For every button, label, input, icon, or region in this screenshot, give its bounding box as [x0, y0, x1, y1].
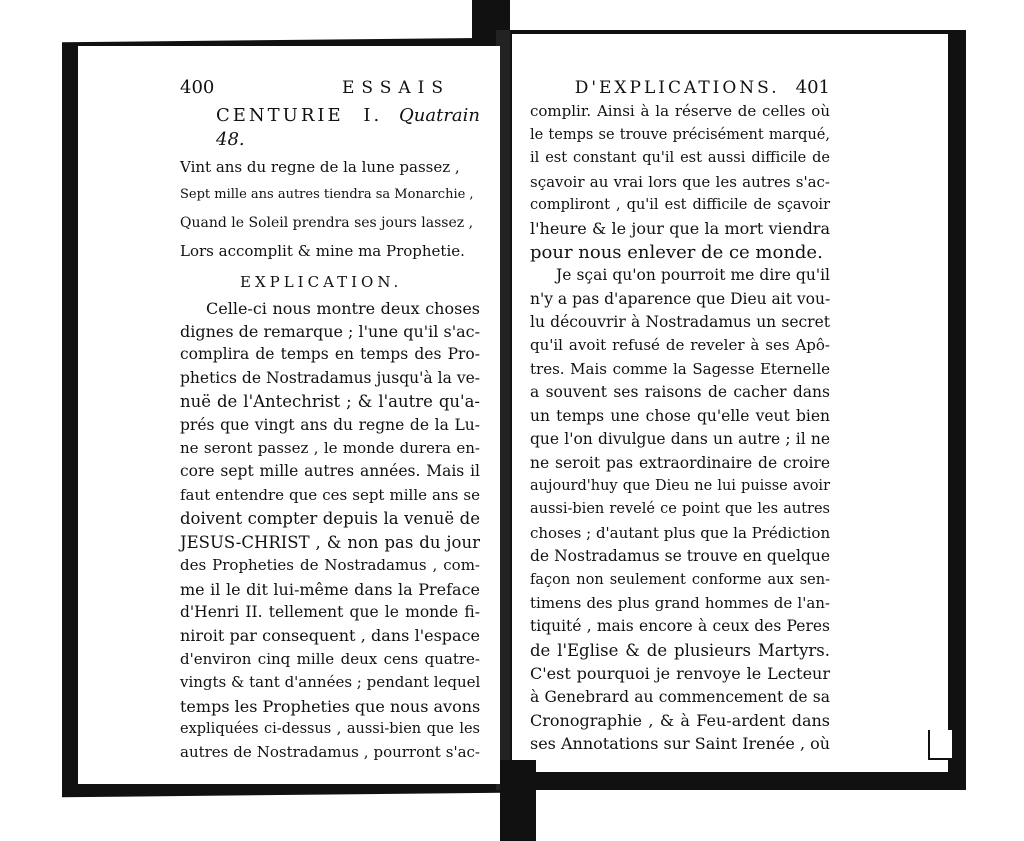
text-line: façon non seulement conforme aux sen- [530, 571, 830, 588]
centurie-label: CENTURIE I. [216, 105, 383, 127]
text-line: un temps une chose qu'elle veut bien [530, 406, 830, 425]
text-line: faut entendre que ces sept mille ans se [180, 485, 480, 504]
text-line: à Genebrard au commencement de sa [530, 687, 830, 706]
left-running-header [180, 76, 450, 100]
text-line: de l'Eglise & de plusieurs Martyrs. [530, 640, 830, 660]
text-line: ne seront passez , le monde durera en- [180, 439, 480, 458]
text-line: Celle-ci nous montre deux choses [206, 298, 480, 318]
text-line: tiquité , mais encore à ceux des Peres [530, 617, 830, 636]
text-line: ses Annotations sur Saint Irenée , où [530, 734, 831, 754]
text-line: lu découvrir à Nostradamus un secret [530, 313, 830, 332]
text-line: niroit par consequent , dans l'espace [180, 626, 480, 646]
text-line: prés que vingt ans du regne de la Lu- [180, 415, 480, 434]
centurie-title [216, 104, 480, 151]
text-line: JESUS-CHRIST , & non pas du jour [180, 532, 480, 552]
text-line: core sept mille autres années. Mais il [180, 462, 480, 481]
text-line: il est constant qu'il est aussi difficile de [530, 150, 830, 167]
page-corner-fold [928, 730, 952, 760]
text-line: l'heure & le jour que la mort viendra [530, 219, 830, 239]
text-line: vingts & tant d'années ; pendant lequel [180, 673, 481, 692]
right-page-number: 401 [795, 77, 830, 98]
text-line: pour nous enlever de ce monde. [530, 241, 823, 263]
verse-line: Vint ans du regne de la lune passez , [180, 158, 460, 177]
text-line: choses ; d'autant plus que la Prédiction [530, 523, 831, 542]
text-line: sçavoir au vrai lors que les autres s'ac- [530, 172, 830, 191]
text-line: compliront , qu'il est difficile de sçavoir [530, 197, 830, 214]
text-line: d'Henri II. tellement que le monde fi- [180, 602, 480, 621]
text-line: a souvent ses raisons de cacher dans [530, 383, 830, 402]
text-line: ne seroit pas extraordinaire de croire [530, 453, 830, 472]
text-line: complir. Ainsi à la réserve de celles où [530, 102, 830, 121]
verse-line: Sept mille ans autres tiendra sa Monarchie , [180, 187, 474, 203]
text-line: me il le dit lui-même dans la Preface [180, 579, 480, 599]
text-line: complira de temps en temps des Pro- [180, 345, 480, 364]
text-line: dignes de remarque ; l'une qu'il s'ac- [180, 322, 480, 342]
binding-bottom [500, 760, 536, 841]
text-line: temps les Propheties que nous avons [180, 696, 481, 716]
explication-heading: EXPLICATION. [240, 273, 403, 292]
text-line: expliquées ci-dessus , aussi-bien que les [180, 720, 480, 737]
text-line: d'environ cinq mille deux cens quatre- [180, 649, 480, 668]
quatrain-label: Quatrain 48. [216, 105, 480, 150]
text-line: des Propheties de Nostradamus , com- [180, 556, 480, 575]
text-line: de Nostradamus se trouve en quelque [530, 547, 830, 566]
verse-line: Lors accomplit & mine ma Prophetie. [180, 242, 465, 261]
left-page-number: 400 [180, 77, 215, 98]
verse-line: Quand le Soleil prendra ses jours lassez , [180, 215, 474, 232]
right-body-text [530, 100, 830, 755]
right-running-header [530, 76, 830, 100]
right-running-head: D'EXPLICATIONS. [574, 78, 780, 98]
text-line: le temps se trouve précisément marqué, [530, 126, 830, 143]
text-line: phetics de Nostradamus jusqu'à la ve- [180, 368, 480, 387]
text-line: que l'on divulgue dans un autre ; il ne [530, 430, 830, 449]
text-line: autres de Nostradamus , pourront s'ac- [180, 743, 480, 762]
text-line: n'y a pas d'aparence que Dieu ait vou- [530, 289, 831, 308]
left-body-text [180, 297, 480, 765]
text-line: timens des plus grand hommes de l'an- [530, 593, 830, 612]
text-line: doivent compter depuis la venuë de [180, 509, 480, 529]
text-line: Cronographie , & à Feu-ardent dans [530, 710, 830, 730]
text-line: C'est pourquoi je renvoye le Lecteur [530, 664, 830, 684]
text-line: aussi-bien revelé ce point que les autres [530, 501, 830, 518]
left-page-content [180, 76, 480, 765]
text-line: aujourd'huy que Dieu ne lui puisse avoir [530, 477, 830, 494]
left-running-head: ESSAIS [341, 78, 450, 98]
quatrain-verses [180, 153, 480, 265]
text-line: nuë de l'Antechrist ; & l'autre qu'a- [180, 392, 480, 412]
text-line: tres. Mais comme la Sagesse Eternelle [530, 359, 830, 378]
right-page-content [530, 76, 830, 756]
text-line: Je sçai qu'on pourroit me dire qu'il [556, 266, 830, 285]
text-line: qu'il avoit refusé de reveler à ses Apô- [530, 336, 830, 355]
